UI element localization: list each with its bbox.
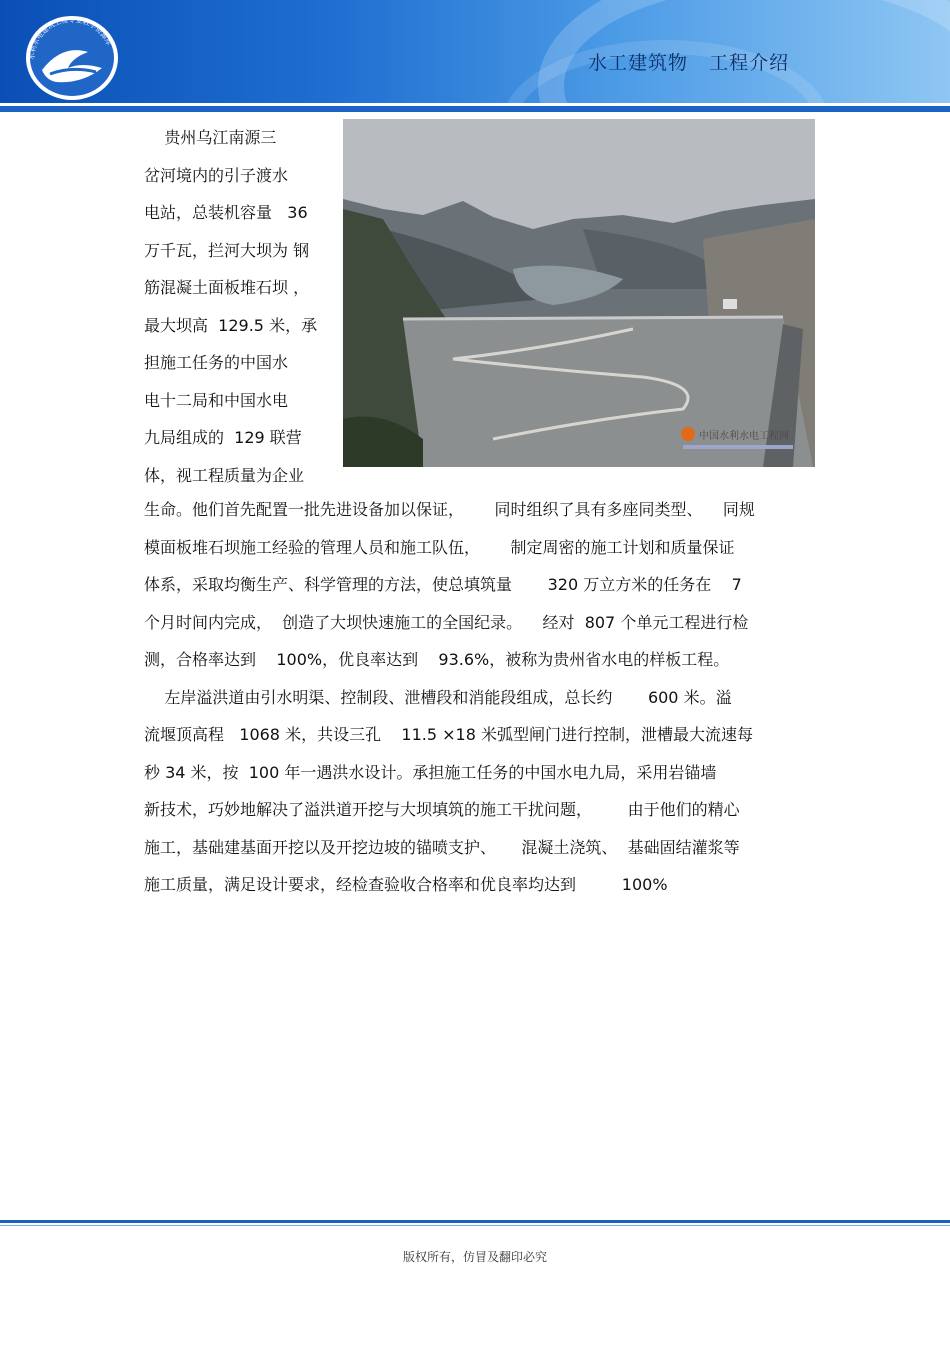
text-line: 万千瓦，拦河大坝为 钢 <box>144 240 310 260</box>
text-line: 模面板堆石坝施工经验的管理人员和施工队伍， 制定周密的施工计划和质量保证 <box>144 537 735 557</box>
logo-text: 水利水电建筑工程专业教学资源库 <box>27 15 113 61</box>
text-line: 流堰顶高程 1068 米，共设三孔 11.5 ×18 米弧型闸门进行控制，泄槽最大流速每 <box>144 725 753 744</box>
text-line: 体，视工程质量为企业 <box>144 465 305 485</box>
text-line: 左岸溢洪道由引水明渠、控制段、泄槽段和消能段组成，总长约 600 米。溢 <box>144 687 732 707</box>
text-line: 贵州乌江南源三 <box>144 128 277 147</box>
text-line: 施工质量，满足设计要求，经检查验收合格率和优良率均达到 100% <box>144 875 668 894</box>
text-line: 个月时间内完成， 创造了大坝快速施工的全国纪录。 经对 807 个单元工程进行检 <box>144 612 749 632</box>
text-line: 生命。他们首先配置一批先进设备加以保证， 同时组织了具有多座同类型、 同规 <box>144 500 755 519</box>
text-line: 九局组成的 129 联营 <box>144 428 302 447</box>
footer-divider <box>0 1220 950 1223</box>
footer-copyright: 版权所有，仿冒及翻印必究 <box>402 1250 547 1264</box>
text-line: 电站，总装机容量 36 <box>144 203 308 222</box>
school-logo-icon <box>22 8 122 100</box>
text-line: 担施工任务的中国水 <box>144 353 289 372</box>
photo-watermark: 中国水利水电工程网 <box>699 431 789 442</box>
text-line: 新技术，巧妙地解决了溢洪道开挖与大坝填筑的施工干扰问题， 由于他们的精心 <box>144 800 740 819</box>
header-divider <box>0 106 950 112</box>
page-header <box>0 0 950 112</box>
header-title: 水工建筑物 工程介绍 <box>588 52 790 74</box>
text-line: 最大坝高 129.5 米，承 <box>144 315 318 335</box>
footer-divider <box>0 1225 950 1226</box>
dam-photo <box>343 119 815 467</box>
text-line: 电十二局和中国水电 <box>144 390 289 410</box>
text-line: 岔河境内的引子渡水 <box>144 165 289 185</box>
text-line: 测，合格率达到 100%，优良率达到 93.6%，被称为贵州省水电的样板工程。 <box>144 650 730 669</box>
text-line: 体系，采取均衡生产、科学管理的方法，使总填筑量 320 万立方米的任务在 7 <box>144 575 742 594</box>
text-line: 施工，基础建基面开挖以及开挖边坡的锚喷支护、 混凝土浇筑、 基础固结灌浆等 <box>144 837 740 857</box>
text-line: 秒 34 米，按 100 年一遇洪水设计。承担施工任务的中国水电九局，采用岩锚墙 <box>144 762 717 782</box>
text-line: 筋混凝土面板堆石坝 ， <box>144 278 310 297</box>
